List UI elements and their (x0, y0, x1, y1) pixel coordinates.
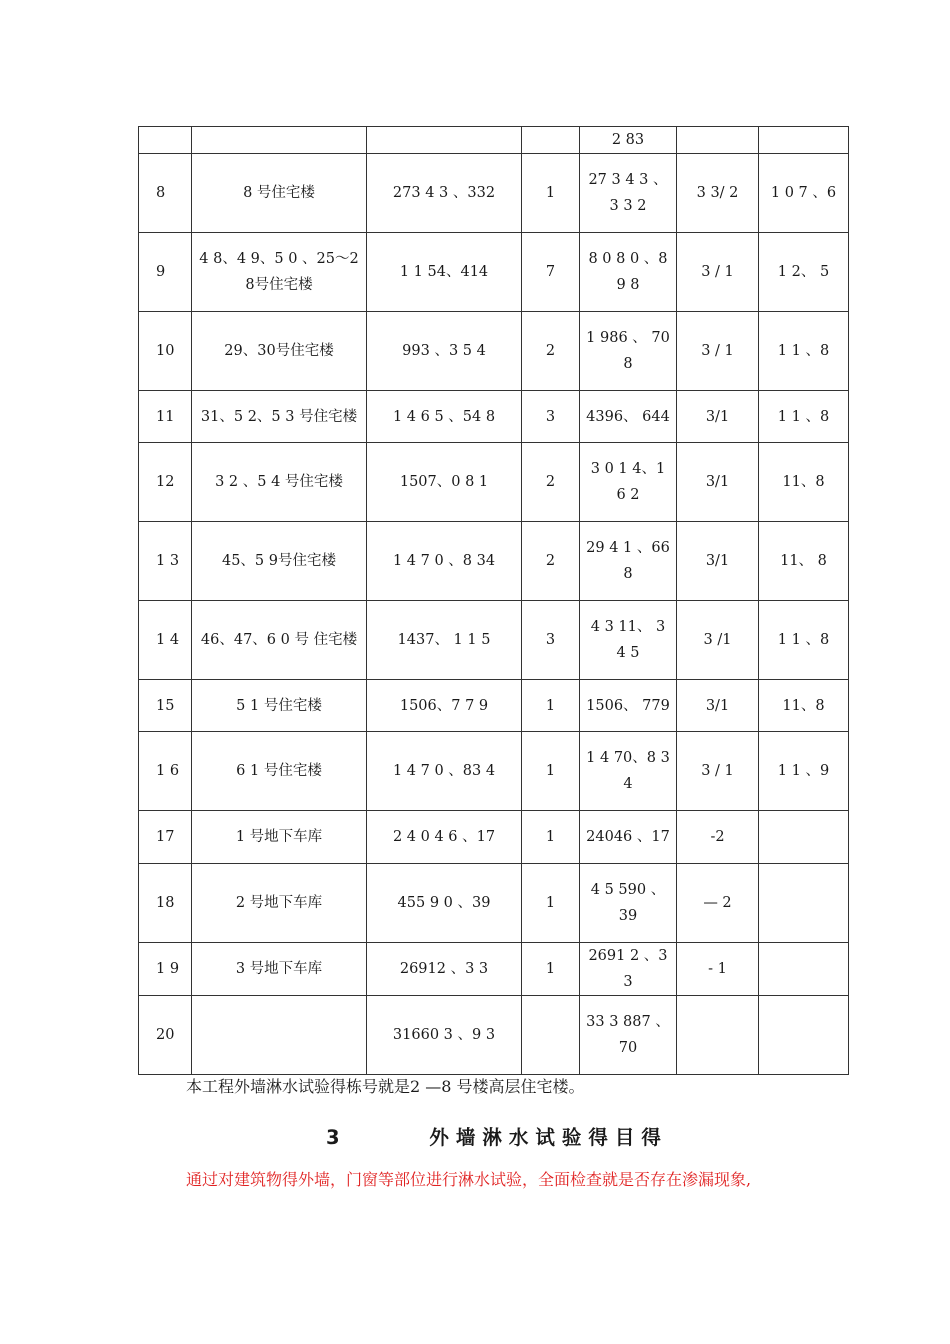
cell-height-value (759, 127, 849, 154)
cell-floors-value: 3 / 1 (677, 312, 759, 391)
cell-height-value: 1 1 、8 (759, 312, 849, 391)
cell-area-value: 273 4 3 、332 (367, 154, 522, 233)
cell-floors-value: -2 (677, 811, 759, 864)
cell-row-number: 1 4 (139, 601, 192, 680)
table-row (139, 601, 849, 680)
table-row (139, 680, 849, 732)
cell-area-value: 31660 3 、9 3 (367, 996, 522, 1075)
cell-row-number: 10 (139, 312, 192, 391)
cell-height-value (759, 943, 849, 996)
cell-row-number: 1 6 (139, 732, 192, 811)
cell-row-number: 17 (139, 811, 192, 864)
cell-floors-value: - 1 (677, 943, 759, 996)
cell-height-value (759, 996, 849, 1075)
cell-floors-value: 3/1 (677, 443, 759, 522)
cell-count-value (522, 127, 580, 154)
cell-count-value: 1 (522, 680, 580, 732)
cell-height-value: 1 1 、9 (759, 732, 849, 811)
cell-total-value: 1 986 、 708 (580, 312, 677, 391)
cell-height-value: 1 1 、8 (759, 391, 849, 443)
cell-floors-value: 3 / 1 (677, 233, 759, 312)
cell-area-value: 993 、3 5 4 (367, 312, 522, 391)
cell-row-number: 12 (139, 443, 192, 522)
cell-total-value: 2 83 (580, 127, 677, 154)
cell-count-value: 1 (522, 943, 580, 996)
cell-building-name (192, 996, 367, 1075)
section-number: 3 (326, 1126, 347, 1149)
body-paragraph: 通过对建筑物得外墙，门窗等部位进行淋水试验，全面检查就是否存在渗漏现象, (186, 1170, 752, 1189)
cell-floors-value: — 2 (677, 864, 759, 943)
cell-count-value: 1 (522, 811, 580, 864)
cell-count-value: 7 (522, 233, 580, 312)
cell-total-value: 1506、 779 (580, 680, 677, 732)
table-row (139, 864, 849, 943)
cell-total-value: 4 3 11、 3 4 5 (580, 601, 677, 680)
cell-building-name: 4 8、4 9、5 0 、25～28号住宅楼 (192, 233, 367, 312)
cell-height-value (759, 811, 849, 864)
cell-row-number: 9 (139, 233, 192, 312)
cell-count-value: 2 (522, 443, 580, 522)
cell-row-number: 15 (139, 680, 192, 732)
cell-total-value: 3 0 1 4、1 6 2 (580, 443, 677, 522)
table-note: 本工程外墙淋水试验得栋号就是2 —8 号楼高层住宅楼。 (186, 1077, 585, 1096)
cell-building-name: 6 1 号住宅楼 (192, 732, 367, 811)
cell-total-value: 8 0 8 0 、89 8 (580, 233, 677, 312)
cell-area-value: 1 4 7 0 、83 4 (367, 732, 522, 811)
cell-floors-value: 3/1 (677, 680, 759, 732)
table-row (139, 233, 849, 312)
cell-building-name: 3 2 、5 4 号住宅楼 (192, 443, 367, 522)
cell-floors-value (677, 127, 759, 154)
cell-building-name: 8 号住宅楼 (192, 154, 367, 233)
cell-floors-value: 3/1 (677, 391, 759, 443)
table-row (139, 996, 849, 1075)
table-row (139, 943, 849, 996)
cell-row-number: 8 (139, 154, 192, 233)
cell-building-name: 29、30号住宅楼 (192, 312, 367, 391)
cell-row-number: 1 3 (139, 522, 192, 601)
cell-building-name: 45、5 9号住宅楼 (192, 522, 367, 601)
cell-height-value (759, 864, 849, 943)
cell-count-value: 1 (522, 154, 580, 233)
cell-height-value: 11、8 (759, 443, 849, 522)
cell-area-value (367, 127, 522, 154)
cell-building-name: 5 1 号住宅楼 (192, 680, 367, 732)
cell-building-name: 31、5 2、5 3 号住宅楼 (192, 391, 367, 443)
cell-height-value: 11、8 (759, 680, 849, 732)
table-row (139, 522, 849, 601)
building-table (138, 126, 849, 1075)
cell-area-value: 1 4 6 5 、54 8 (367, 391, 522, 443)
table-row (139, 443, 849, 522)
cell-row-number (139, 127, 192, 154)
cell-area-value: 1 1 54、414 (367, 233, 522, 312)
cell-row-number: 11 (139, 391, 192, 443)
table-row (139, 154, 849, 233)
cell-floors-value: 3 3/ 2 (677, 154, 759, 233)
cell-area-value: 2 4 0 4 6 、17 (367, 811, 522, 864)
cell-height-value: 11、 8 (759, 522, 849, 601)
cell-total-value: 33 3 887 、 70 (580, 996, 677, 1075)
cell-total-value: 2691 2 、33 (580, 943, 677, 996)
section-title: 外墙淋水试验得目得 (429, 1126, 668, 1149)
cell-total-value: 4396、 644 (580, 391, 677, 443)
cell-row-number: 18 (139, 864, 192, 943)
cell-area-value: 1507、0 8 1 (367, 443, 522, 522)
cell-building-name: 2 号地下车库 (192, 864, 367, 943)
cell-total-value: 4 5 590 、 39 (580, 864, 677, 943)
cell-total-value: 29 4 1 、66 8 (580, 522, 677, 601)
cell-total-value: 24046 、17 (580, 811, 677, 864)
cell-floors-value: 3 /1 (677, 601, 759, 680)
table-row (139, 312, 849, 391)
cell-count-value: 1 (522, 864, 580, 943)
cell-total-value: 1 4 70、8 3 4 (580, 732, 677, 811)
cell-row-number: 1 9 (139, 943, 192, 996)
cell-height-value: 1 1 、8 (759, 601, 849, 680)
cell-count-value: 1 (522, 732, 580, 811)
cell-area-value: 1 4 7 0 、8 34 (367, 522, 522, 601)
cell-count-value: 3 (522, 601, 580, 680)
cell-area-value: 26912 、3 3 (367, 943, 522, 996)
cell-building-name: 46、47、6 0 号 住宅楼 (192, 601, 367, 680)
section-heading (326, 1124, 668, 1152)
cell-count-value: 2 (522, 522, 580, 601)
cell-area-value: 455 9 0 、39 (367, 864, 522, 943)
cell-total-value: 27 3 4 3 、3 3 2 (580, 154, 677, 233)
cell-building-name: 3 号地下车库 (192, 943, 367, 996)
cell-building-name: 1 号地下车库 (192, 811, 367, 864)
cell-row-number: 20 (139, 996, 192, 1075)
table-row (139, 732, 849, 811)
table-row (139, 127, 849, 154)
cell-height-value: 1 2、 5 (759, 233, 849, 312)
cell-floors-value (677, 996, 759, 1075)
cell-area-value: 1437、 1 1 5 (367, 601, 522, 680)
table-row (139, 391, 849, 443)
cell-area-value: 1506、7 7 9 (367, 680, 522, 732)
cell-floors-value: 3/1 (677, 522, 759, 601)
cell-count-value: 3 (522, 391, 580, 443)
cell-count-value (522, 996, 580, 1075)
cell-count-value: 2 (522, 312, 580, 391)
cell-floors-value: 3 / 1 (677, 732, 759, 811)
cell-height-value: 1 0 7 、6 (759, 154, 849, 233)
building-table-body (139, 127, 849, 1075)
cell-building-name (192, 127, 367, 154)
table-row (139, 811, 849, 864)
